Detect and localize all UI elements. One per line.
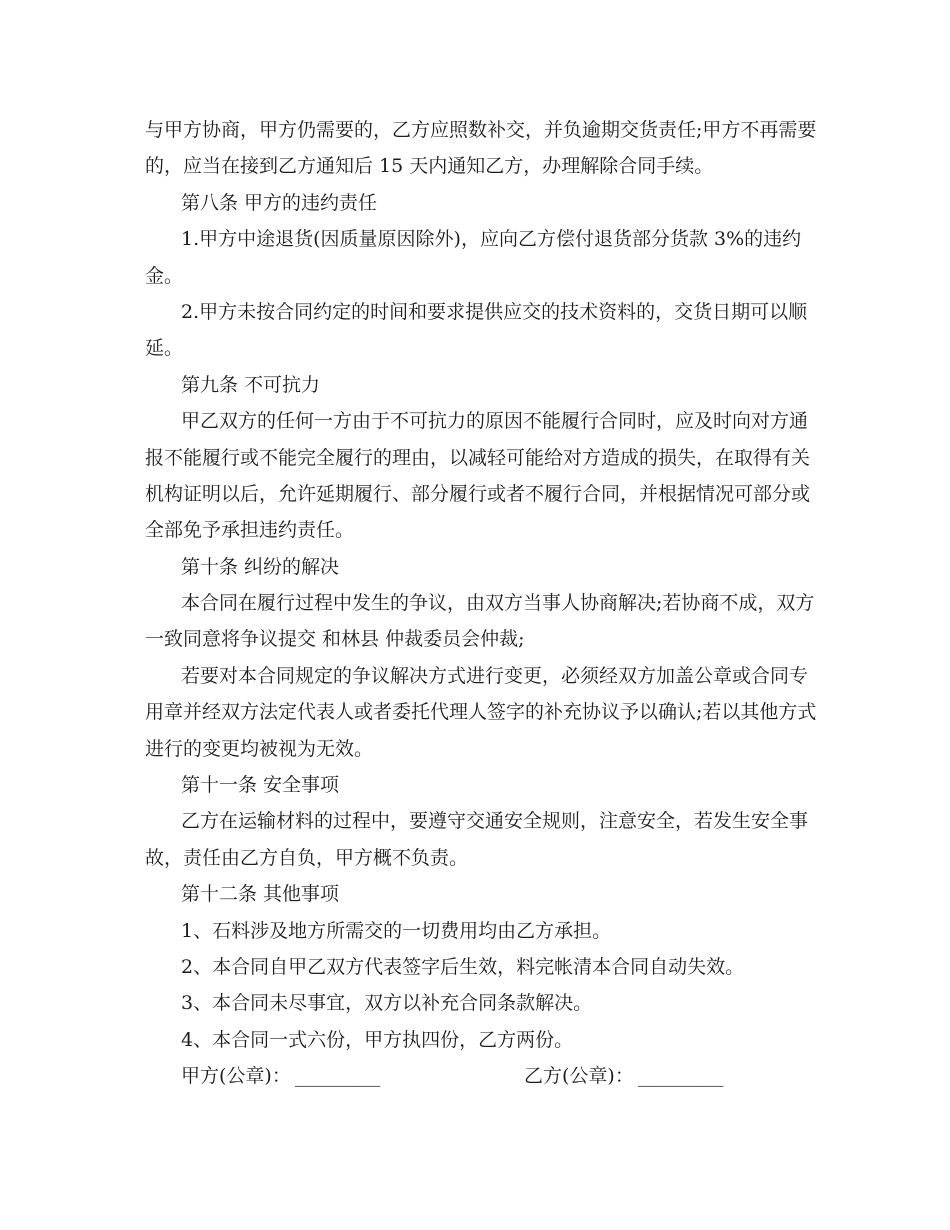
paragraph xyxy=(145,112,845,185)
list-item-text: 1、石料涉及地方所需交的一切费用均由乙方承担。 xyxy=(181,919,612,942)
paragraph-line: 甲乙双方的任何一方由于不可抗力的原因不能履行合同时，应及时向对方通 xyxy=(181,410,809,433)
article-heading xyxy=(145,876,845,912)
paragraph xyxy=(145,294,845,367)
article-heading-text: 第十二条 其他事项 xyxy=(181,883,340,906)
paragraph-line: 故，责任由乙方自负，甲方概不负责。 xyxy=(145,846,469,869)
paragraph xyxy=(145,585,845,658)
list-item-text: 3、本合同未尽事宜，双方以补充合同条款解决。 xyxy=(181,992,593,1015)
paragraph-line: 与甲方协商，甲方仍需要的，乙方应照数补交，并负逾期交货责任;甲方不再需要 xyxy=(145,119,817,141)
paragraph xyxy=(145,221,845,294)
article-heading-text: 第十一条 安全事项 xyxy=(181,774,340,797)
signature-row xyxy=(145,1058,845,1094)
article-heading-text: 第八条 甲方的违约责任 xyxy=(181,191,378,214)
paragraph-line: 机构证明以后，允许延期履行、部分履行或者不履行合同，并根据情况可部分或 xyxy=(145,482,811,505)
paragraph-line: 乙方在运输材料的过程中，要遵守交通安全规则，注意安全，若发生安全事 xyxy=(181,810,809,833)
article-heading xyxy=(145,549,845,585)
list-item xyxy=(145,913,845,949)
list-item-text: 4、本合同一式六份，甲方执四份，乙方两份。 xyxy=(181,1028,574,1051)
paragraph xyxy=(145,403,845,549)
list-item xyxy=(145,1022,845,1058)
party-b-seal-label: 乙方(公章)： xyxy=(524,1065,634,1088)
party-b-seal xyxy=(524,1058,723,1094)
paragraph-line: 1.甲方中途退货(因质量原因除外)，应向乙方偿付退货部分货款 3%的违约 xyxy=(181,228,802,251)
paragraph xyxy=(145,658,845,767)
list-item xyxy=(145,985,845,1021)
paragraph-line: 2.甲方未按合同约定的时间和要求提供应交的技术资料的，交货日期可以顺 xyxy=(181,300,808,323)
paragraph-line: 的，应当在接到乙方通知后 15 天内通知乙方，办理解除合同手续。 xyxy=(145,155,714,178)
article-heading-text: 第十条 纠纷的解决 xyxy=(181,555,340,578)
party-a-seal-blank: _________ xyxy=(294,1065,381,1088)
paragraph-line: 金。 xyxy=(145,264,184,287)
party-b-seal-blank: _________ xyxy=(637,1065,724,1088)
article-heading xyxy=(145,767,845,803)
paragraph-line: 进行的变更均被视为无效。 xyxy=(145,737,374,760)
document-body xyxy=(145,112,845,1095)
article-heading xyxy=(145,367,845,403)
paragraph-line: 全部免予承担违约责任。 xyxy=(145,519,355,542)
party-a-seal xyxy=(181,1058,380,1094)
party-a-seal-label: 甲方(公章)： xyxy=(181,1065,291,1088)
paragraph-line: 若要对本合同规定的争议解决方式进行变更，必须经双方加盖公章或合同专 xyxy=(181,664,809,687)
article-heading xyxy=(145,185,845,221)
paragraph xyxy=(145,803,845,876)
paragraph-line: 用章并经双方法定代表人或者委托代理人签字的补充协议予以确认;若以其他方式 xyxy=(145,701,817,724)
list-item-text: 2、本合同自甲乙双方代表签字后生效，料完帐清本合同自动失效。 xyxy=(181,955,745,978)
paragraph-line: 一致同意将争议提交 和林县 仲裁委员会仲裁; xyxy=(145,628,525,651)
paragraph-line: 本合同在履行过程中发生的争议，由双方当事人协商解决;若协商不成，双方 xyxy=(181,592,815,615)
paragraph-line: 报不能履行或不能完全履行的理由，以减轻可能给对方造成的损失，在取得有关 xyxy=(145,446,811,469)
list-item xyxy=(145,949,845,985)
article-heading-text: 第九条 不可抗力 xyxy=(181,373,321,396)
paragraph-line: 延。 xyxy=(145,337,184,360)
